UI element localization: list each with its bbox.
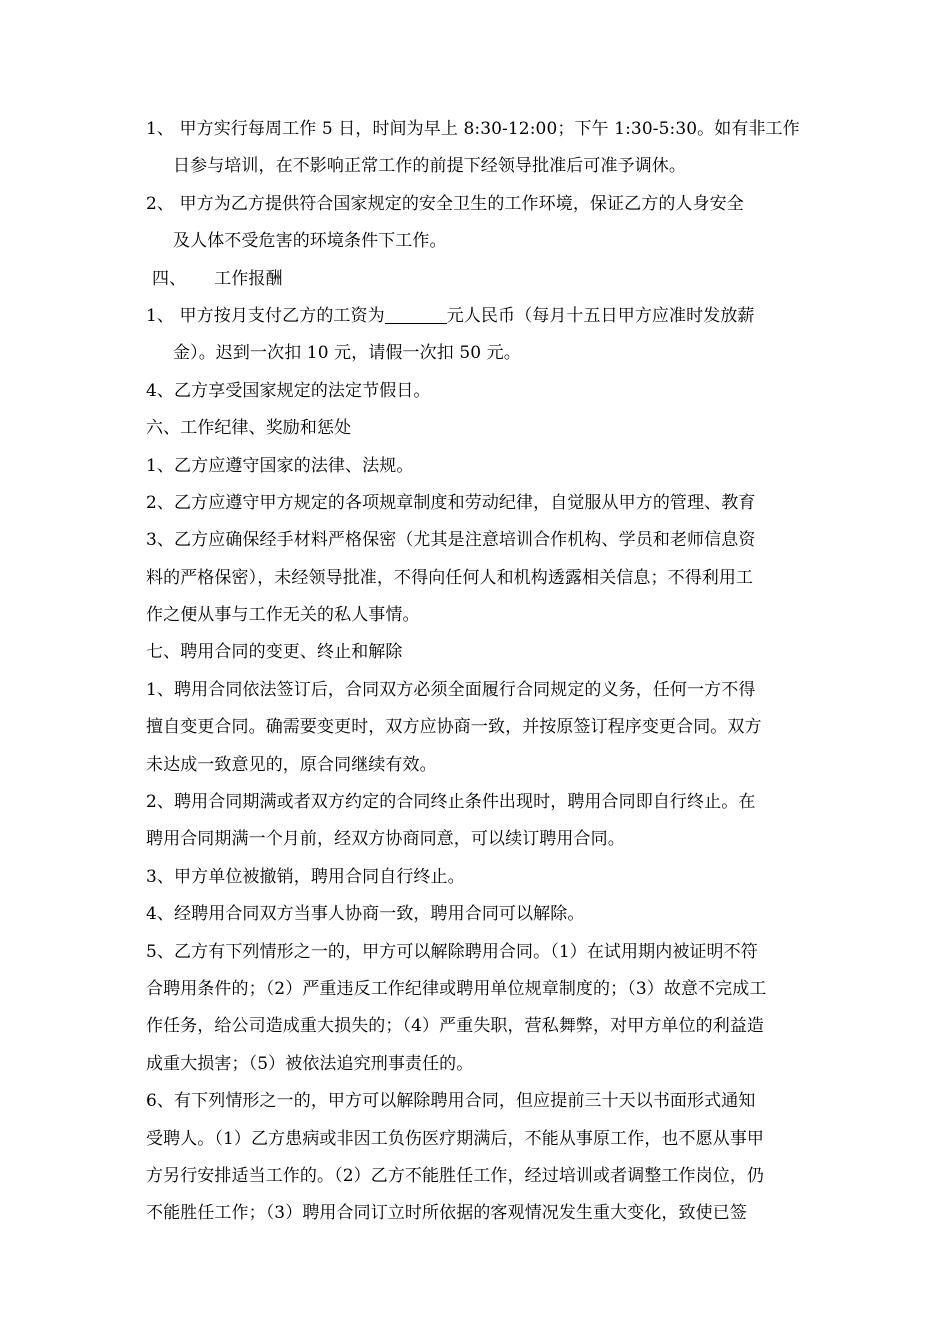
text-line: 3、乙方应确保经手材料严格保密（尤其是注意培训合作机构、学员和老师信息资	[146, 530, 756, 551]
text-line: 未达成一致意见的，原合同继续有效。	[146, 754, 437, 775]
text-line: 受聘人。（1）乙方患病或非因工负伤医疗期满后，不能从事原工作，也不愿从事甲	[146, 1128, 765, 1149]
salary-text-start: 1、 甲方按月支付乙方的工资为	[146, 305, 385, 326]
text-line: 方另行安排适当工作的。（2）乙方不能胜任工作，经过培训或者调整工作岗位，仍	[146, 1165, 765, 1186]
text-line	[146, 298, 810, 335]
section-title: 工作报酬	[214, 268, 283, 289]
text-line: 6、有下列情形之一的，甲方可以解除聘用合同，但应提前三十天以书面形式通知	[146, 1091, 756, 1112]
text-line: 1、聘用合同依法签订后，合同双方必须全面履行合同规定的义务，任何一方不得	[146, 679, 756, 700]
document-page	[146, 111, 810, 1233]
text-line: 聘用合同期满一个月前，经双方协商同意，可以续订聘用合同。	[146, 829, 625, 850]
section-heading-seven: 七、聘用合同的变更、终止和解除	[146, 642, 403, 663]
text-line: 合聘用条件的；（2）严重违反工作纪律或聘用单位规章制度的；（3）故意不完成工	[146, 978, 767, 999]
salary-text-end: 元人民币（每月十五日甲方应准时发放薪	[446, 305, 755, 326]
text-line: 金）。迟到一次扣 10 元，请假一次扣 50 元。	[173, 343, 521, 364]
section-heading-six: 六、工作纪律、奖励和惩处	[146, 418, 352, 439]
text-line: 4、经聘用合同双方当事人协商一致，聘用合同可以解除。	[146, 904, 585, 925]
salary-blank-line	[385, 306, 447, 324]
text-line: 及人体不受危害的环境条件下工作。	[173, 231, 447, 252]
text-line: 擅自变更合同。确需要变更时，双方应协商一致，并按原签订程序变更合同。双方	[146, 717, 762, 738]
section-number: 四、	[152, 268, 187, 289]
text-line: 4、乙方享受国家规定的法定节假日。	[146, 380, 431, 401]
text-line: 日参与培训，在不影响正常工作的前提下经领导批准后可准予调休。	[173, 156, 686, 177]
text-line: 1、乙方应遵守国家的法律、法规。	[146, 455, 414, 476]
text-line: 料的严格保密），未经领导批准，不得向任何人和机构透露相关信息；不得利用工	[146, 567, 754, 588]
text-line: 5、乙方有下列情形之一的，甲方可以解除聘用合同。（1）在试用期内被证明不符	[146, 941, 758, 962]
text-line: 2、乙方应遵守甲方规定的各项规章制度和劳动纪律，自觉服从甲方的管理、教育	[146, 492, 756, 513]
text-line: 作之便从事与工作无关的私人事情。	[146, 605, 420, 626]
text-line: 不能胜任工作；（3）聘用合同订立时所依据的客观情况发生重大变化，致使已签	[146, 1203, 747, 1224]
text-line: 作任务，给公司造成重大损失的；（4）严重失职，营私舞弊，对甲方单位的利益造	[146, 1016, 765, 1037]
section-heading-four	[146, 261, 810, 298]
text-line: 2、 甲方为乙方提供符合国家规定的安全卫生的工作环境，保证乙方的人身安全	[146, 193, 744, 214]
text-line: 1、 甲方实行每周工作 5 日，时间为早上 8:30-12:00；下午 1:30-5:30。如有非工作	[146, 119, 800, 139]
text-line: 3、甲方单位被撤销，聘用合同自行终止。	[146, 866, 465, 887]
text-line: 成重大损害；（5）被依法追究刑事责任的。	[146, 1053, 474, 1074]
text-line: 2、聘用合同期满或者双方约定的合同终止条件出现时，聘用合同即自行终止。在	[146, 792, 756, 813]
